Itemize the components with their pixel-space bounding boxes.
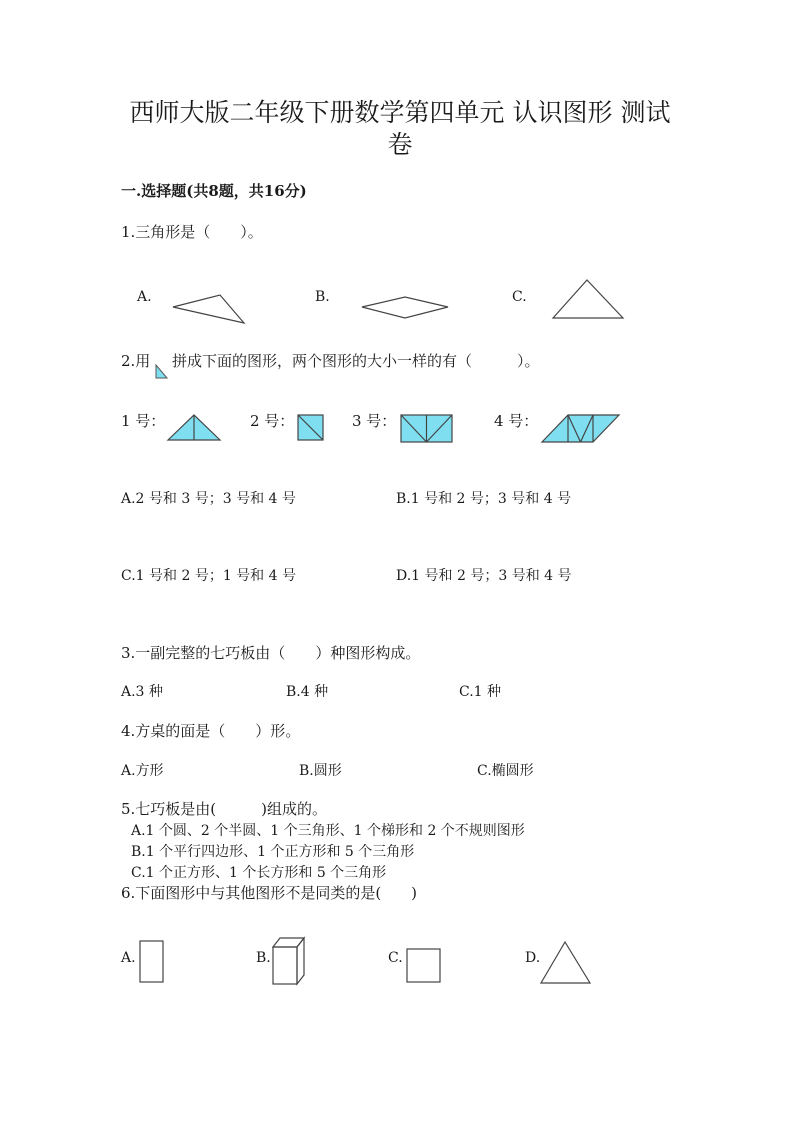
q2-figure-3 — [400, 414, 454, 444]
q1-option-c-label: C. — [512, 289, 527, 305]
q2-option-b: B.1 号和 2 号；3 号和 4 号 — [396, 491, 572, 507]
q6-option-a-label: A. — [121, 950, 136, 966]
q2-option-a: A.2 号和 3 号；3 号和 4 号 — [121, 491, 296, 507]
q1-option-b-label: B. — [315, 289, 330, 305]
q2-option-c: C.1 号和 2 号；1 号和 4 号 — [121, 568, 296, 584]
q4-option-c: C.椭圆形 — [477, 763, 534, 779]
page-title-continued: 卷 — [387, 130, 413, 159]
q4-option-a: A.方形 — [121, 763, 164, 779]
q5-option-c: C.1 个正方形、1 个长方形和 5 个三角形 — [131, 865, 387, 881]
section-heading: 一.选择题(共8题，共16分) — [121, 182, 307, 200]
q2-figure-1 — [167, 414, 223, 442]
q3-option-c: C.1 种 — [459, 684, 502, 700]
q6-option-d-label: D. — [525, 950, 541, 966]
question-1-text: 1.三角形是（ ）。 — [121, 223, 263, 241]
question-2-text-start: 2.用 — [121, 352, 151, 370]
q6-option-b-label: B. — [256, 950, 271, 966]
q3-option-a: A.3 种 — [121, 684, 163, 700]
q2-figure-2 — [297, 414, 325, 442]
q5-option-a: A.1 个圆、2 个半圆、1 个三角形、1 个梯形和 2 个不规则图形 — [131, 823, 525, 839]
question-4-text: 4.方桌的面是（ ）形。 — [121, 722, 301, 740]
question-2-text-end: 拼成下面的图形，两个图形的大小一样的有（ ）。 — [172, 352, 540, 370]
q2-figure-1-label: 1 号： — [121, 412, 166, 430]
q6-option-c-square — [406, 948, 442, 984]
q2-option-d: D.1 号和 2 号；3 号和 4 号 — [396, 568, 572, 584]
question-6-text: 6.下面图形中与其他图形不是同类的是( ) — [121, 884, 418, 902]
q6-option-c-label: C. — [388, 950, 403, 966]
question-5-text: 5.七巧板是由( )组成的。 — [121, 800, 328, 818]
q6-option-b-cuboid — [272, 936, 306, 986]
q5-option-b: B.1 个平行四边形、1 个正方形和 5 个三角形 — [131, 844, 415, 860]
q3-option-b: B.4 种 — [286, 684, 329, 700]
q2-figure-4-label: 4 号： — [494, 412, 539, 430]
question-3-text: 3.一副完整的七巧板由（ ）种图形构成。 — [121, 644, 421, 662]
q6-option-d-triangle — [539, 940, 593, 986]
q4-option-b: B.圆形 — [299, 763, 342, 779]
q2-figure-3-label: 3 号： — [352, 412, 397, 430]
q1-option-c-figure — [550, 277, 626, 322]
q1-option-a-label: A. — [137, 289, 152, 305]
q1-option-a-figure — [170, 292, 250, 327]
q2-figure-4 — [541, 414, 621, 444]
q2-figure-2-label: 2 号： — [250, 412, 295, 430]
page-title: 西师大版二年级下册数学第四单元 认识图形 测试 — [129, 98, 671, 127]
q6-option-a-rectangle — [139, 940, 165, 984]
q1-option-b-figure — [360, 295, 450, 321]
small-triangle-piece-icon — [155, 364, 169, 380]
